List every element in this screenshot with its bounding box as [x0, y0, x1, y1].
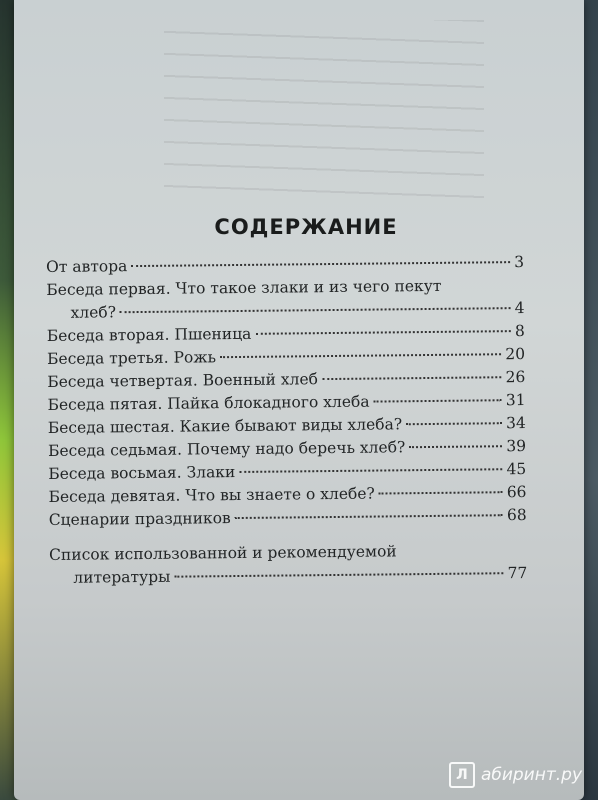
watermark-text: абиринт.ру: [480, 765, 582, 785]
toc-entry-page: 45: [506, 459, 527, 479]
dot-leader: [235, 514, 503, 519]
toc-entry-title-line: Список использованной и рекомендуемой: [49, 542, 397, 564]
toc-entry-title-line: Беседа первая. Что такое злаки и из чего пекут: [46, 276, 442, 299]
toc-entry-page: 4: [514, 298, 525, 318]
page-title: СОДЕРЖАНИЕ: [214, 215, 398, 239]
toc-entry-page: 34: [505, 413, 526, 433]
dot-leader: [220, 353, 501, 358]
toc-entry-title: Беседа шестая. Какие бывают виды хлеба?: [47, 415, 403, 437]
dot-leader: [322, 376, 502, 380]
toc-entry-title: Беседа восьмая. Злаки: [48, 463, 236, 483]
toc-entry-page: 8: [514, 321, 525, 341]
toc-entry-page: 39: [506, 436, 527, 456]
show-through-text: [164, 20, 484, 200]
toc-entry-title: Беседа девятая. Что вы знаете о хлебе?: [48, 484, 375, 506]
toc-entry-title: литературы: [73, 567, 171, 587]
labirint-logo-icon: Л: [449, 762, 475, 788]
toc-entry-title: Беседа седьмая. Почему надо беречь хлеб?: [47, 438, 406, 460]
dot-leader: [406, 422, 502, 425]
toc-entry-title: От автора: [46, 257, 128, 276]
dot-leader: [174, 572, 503, 577]
toc-entry-title: хлеб?: [70, 303, 117, 322]
toc-entry-title: Сценарии праздников: [48, 509, 231, 529]
toc-entry-title: Беседа четвертая. Военный хлеб: [47, 370, 319, 391]
dot-leader: [409, 445, 502, 448]
dot-leader: [120, 307, 511, 313]
dot-leader: [255, 330, 511, 335]
toc-entry-title: Беседа пятая. Пайка блокадного хлеба: [47, 392, 370, 414]
toc-entry-page: 20: [505, 344, 526, 364]
toc-entry-title: Беседа третья. Рожь: [46, 348, 217, 368]
toc-entry-title: Беседа вторая. Пшеница: [46, 324, 252, 345]
site-watermark: [449, 762, 582, 788]
toc-entry-page: 31: [505, 390, 526, 410]
dot-leader: [239, 468, 502, 473]
dot-leader: [379, 491, 503, 494]
toc-entry-page: 66: [506, 482, 527, 502]
toc-entry-page: 77: [507, 563, 528, 583]
dot-leader: [131, 261, 510, 267]
toc-entry-page: 26: [505, 367, 526, 387]
toc-entry-page: 68: [506, 505, 527, 525]
dot-leader: [374, 399, 502, 402]
table-of-contents: [46, 251, 527, 590]
toc-entry-page: 3: [514, 252, 525, 272]
